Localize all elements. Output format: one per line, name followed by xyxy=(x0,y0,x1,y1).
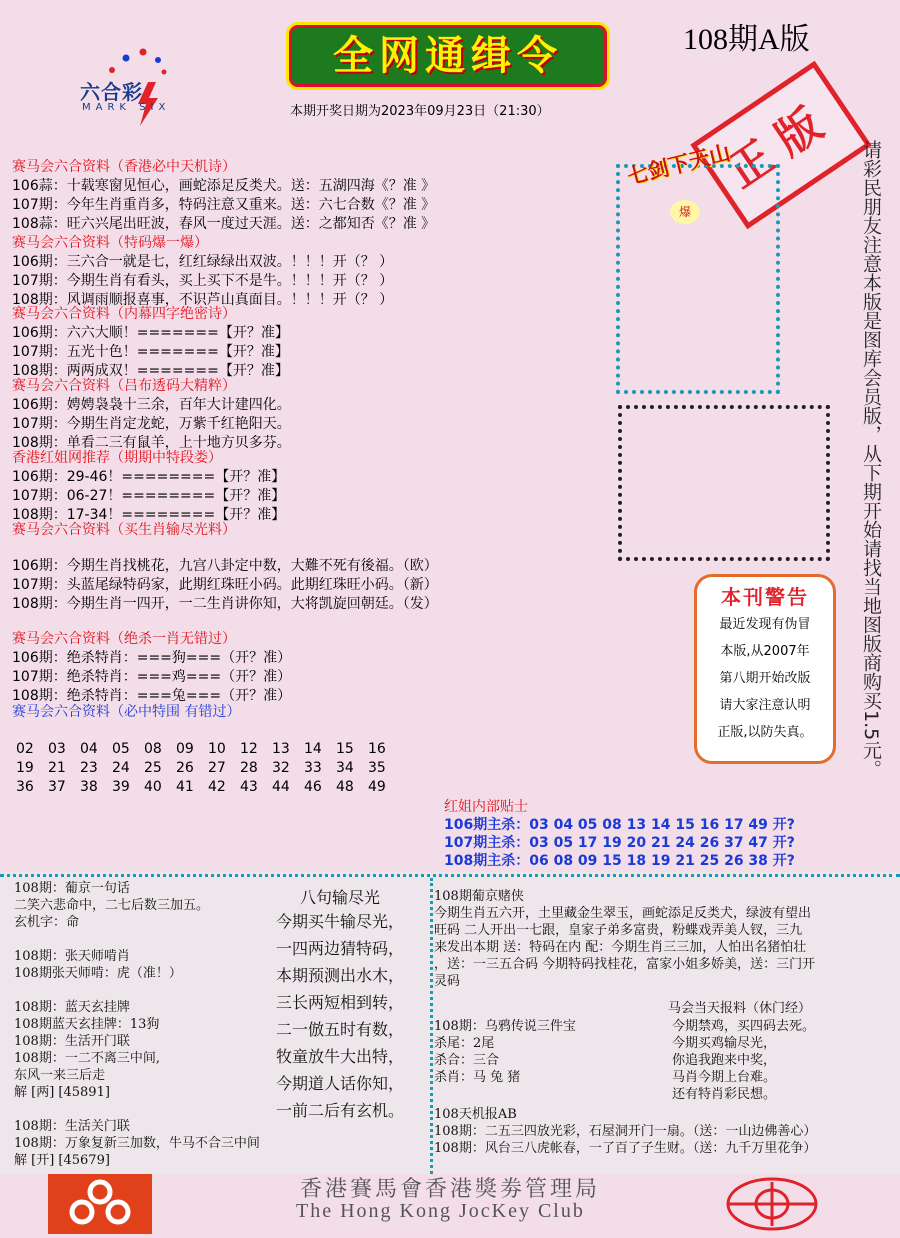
footer-title-en: The Hong Kong JocKey Club xyxy=(296,1200,585,1222)
section-line: 108期：今期生肖一四开，一二生肖讲你知，大将凯旋回朝廷。（发） xyxy=(12,596,438,612)
number-cell: 09 xyxy=(176,741,194,757)
text-line: 108期：乌鸦传说三件宝 xyxy=(434,1019,576,1034)
warning-line: 第八期开始改版 xyxy=(719,671,811,686)
number-cell: 49 xyxy=(368,779,386,795)
poem-line: 二一倣五时有数， xyxy=(275,1020,404,1039)
number-cell: 14 xyxy=(304,741,322,757)
logo-subtitle: MARK SIX xyxy=(82,102,171,113)
text-line: 杀合：三合 xyxy=(434,1053,500,1068)
logo-dots xyxy=(90,46,180,76)
text-line: 108期：葡京一句话 xyxy=(14,881,130,896)
text-line: 108期：生活开门联 xyxy=(14,1034,130,1049)
number-cell: 21 xyxy=(48,760,66,776)
poem-line: 牧童放牛大出特， xyxy=(275,1047,404,1066)
text-line: 玄机字：命 xyxy=(14,915,80,930)
text-line: 二笑六悲命中，二七后数三加五。 xyxy=(14,898,210,913)
number-cell: 36 xyxy=(16,779,34,795)
box-title: 七剑下天山 xyxy=(624,140,733,190)
text-line: 旺码 二人开出一七跟，皇家子弟多富贵，粉蝶戏弄美人钗，三九 xyxy=(434,923,803,938)
text-line: 108期葡京赌侠 xyxy=(434,889,524,904)
number-cell: 13 xyxy=(272,741,290,757)
kills-heading: 红姐内部贴士 xyxy=(444,799,528,815)
horse-report-title: 马会当天报料（休门经） xyxy=(668,1001,812,1016)
jockey-club-logo-icon xyxy=(720,1176,824,1232)
text-line: 108期：一二不离三中间, xyxy=(14,1051,160,1066)
number-cell: 28 xyxy=(240,760,258,776)
text-line: 杀肖：马 兔 猪 xyxy=(434,1070,521,1085)
section-heading: 赛马会六合资料（特码爆一爆） xyxy=(12,235,208,251)
warning-line: 请大家注意认明 xyxy=(719,698,811,713)
section-line: 106期：六六大顺！=======【开？准】 xyxy=(12,325,289,341)
section-line: 108期：风调雨顺报喜事，不识芦山真面目。！！！开（？ ） xyxy=(12,292,394,308)
number-cell: 46 xyxy=(304,779,322,795)
section-line: 106期：今期生肖找桃花，九宫八卦定中数，大難不死有後福。（欧） xyxy=(12,558,438,574)
warning-line: 正版,以防失真。 xyxy=(717,725,813,740)
horse-report-line: 今期买鸡输尽光， xyxy=(672,1036,777,1051)
footer-title-zh: 香港賽馬會香港獎劵管理局 xyxy=(300,1177,601,1202)
section-heading: 赛马会六合资料（吕布透码大精粹） xyxy=(12,378,236,394)
horse-report-line: 马肖今期上台难。 xyxy=(672,1070,777,1085)
number-cell: 24 xyxy=(112,760,130,776)
section-line: 108期：单看二三有鼠羊，上十地方贝多芬。 xyxy=(12,435,291,451)
number-grid xyxy=(16,740,400,797)
text-line: 108天机报AB xyxy=(434,1107,517,1122)
section-line: 107期：绝杀特肖：===鸡===（开？准） xyxy=(12,669,292,685)
text-line: 今期生肖五六开，土里藏金生翠玉，画蛇添足反类犬，绿波有望出 xyxy=(434,906,812,921)
text-line: ，送：一三五合码 今期特码找桂花，富家小姐多娇美，送：三门开 xyxy=(434,957,816,972)
number-cell: 08 xyxy=(144,741,162,757)
text-line: 108期蓝天玄挂牌：13狗 xyxy=(14,1017,160,1032)
number-cell: 44 xyxy=(272,779,290,795)
number-cell: 23 xyxy=(80,760,98,776)
bottom-divider xyxy=(0,874,900,877)
horse-report-line: 你追我跑来中奖， xyxy=(672,1053,777,1068)
text-line: 108期张天师啃：虎（准！） xyxy=(14,966,182,981)
lottery-logo xyxy=(48,1174,152,1234)
number-cell: 02 xyxy=(16,741,34,757)
poem-line: 一四两边猜特码， xyxy=(275,939,404,958)
text-line: 108期：生活关门联 xyxy=(14,1119,130,1134)
page-title: 全网通缉令 xyxy=(286,22,610,90)
mark-six-logo: 六合彩 xyxy=(80,80,143,104)
number-cell: 48 xyxy=(336,779,354,795)
text-line: 108期：万象复新三加数，牛马不合三中间 xyxy=(14,1136,260,1151)
section-line: 108期：两两成双！=======【开？准】 xyxy=(12,363,289,379)
poem-line: 今期道人话你知， xyxy=(275,1074,404,1093)
number-row xyxy=(16,778,400,797)
number-cell: 32 xyxy=(272,760,290,776)
genuine-stamp: 正版 xyxy=(690,61,871,229)
section-line: 107期：头蓝尾绿特码家，此期红珠旺小码。此期红珠旺小码。（新） xyxy=(12,577,438,593)
image-box-top xyxy=(616,164,780,394)
text-line: 108期：张天师啃肖 xyxy=(14,949,130,964)
section-heading: 赛马会六合资料（内幕四字绝密诗） xyxy=(12,306,236,322)
number-row xyxy=(16,759,400,778)
poem-line: 三长两短相到转， xyxy=(275,993,404,1012)
text-line: 灵码 xyxy=(434,974,461,989)
poem-line: 今期买牛输尽光， xyxy=(275,912,404,931)
section-heading: 赛马会六合资料（绝杀一肖无错过） xyxy=(12,631,236,647)
text-line: 解 [两] [45891] xyxy=(14,1085,110,1100)
section-line: 107期：今期生肖定龙蛇，万紫千红艳阳天。 xyxy=(12,416,291,432)
section-heading: 赛马会六合资料（买生肖输尽光料） xyxy=(12,522,236,538)
number-cell: 37 xyxy=(48,779,66,795)
number-cell: 12 xyxy=(240,741,258,757)
image-box-bottom xyxy=(618,405,830,561)
section-line: 106期：29-46！========【开？准】 xyxy=(12,469,286,485)
poem-line: 本期预测出水木， xyxy=(275,966,404,985)
number-cell: 16 xyxy=(368,741,386,757)
number-cell: 15 xyxy=(336,741,354,757)
warning-line: 最近发现有伪冒 xyxy=(719,617,811,632)
section-line: 106期：娉娉袅袅十三余，百年大计建四化。 xyxy=(12,397,291,413)
number-cell: 41 xyxy=(176,779,194,795)
number-row xyxy=(16,740,400,759)
horse-report-line: 还有特肖彩民想。 xyxy=(672,1087,777,1102)
warning-title: 本刊警告 xyxy=(721,585,809,609)
section-line: 107期：06-27！========【开？准】 xyxy=(12,488,286,504)
number-cell: 35 xyxy=(368,760,386,776)
number-cell: 10 xyxy=(208,741,226,757)
kill-line: 107期主杀：03 05 17 19 20 21 24 26 37 47 开? xyxy=(444,835,795,851)
section-line: 108蒜：旺六兴尾出旺波，春风一度过天涯。送：之都知否《？准 》 xyxy=(12,216,436,232)
number-cell: 43 xyxy=(240,779,258,795)
section-line: 106期：绝杀特肖：===狗===（开？准） xyxy=(12,650,292,666)
text-line: 108期：风台三八虎帐春，一了百了子生财。（送：九千万里花争） xyxy=(434,1141,817,1156)
section-line: 108期：17-34！========【开？准】 xyxy=(12,507,286,523)
section-heading: 香港红姐网推荐（期期中特段娄） xyxy=(12,450,222,466)
poem-title: 八句输尽光 xyxy=(299,888,380,907)
kill-line: 108期主杀：06 08 09 15 18 19 21 25 26 38 开? xyxy=(444,853,795,869)
burst-badge: 爆 xyxy=(670,200,700,224)
number-cell: 04 xyxy=(80,741,98,757)
number-cell: 42 xyxy=(208,779,226,795)
side-note: 请彩民朋友注意本版是图库会员版，从下期开始请找当地图版商购买1.5元。 xyxy=(860,140,882,779)
number-cell: 05 xyxy=(112,741,130,757)
number-cell: 40 xyxy=(144,779,162,795)
section-heading: 赛马会六合资料（必中特围 有错过） xyxy=(12,704,241,720)
section-line: 107期：今期生肖有看头，买上买下不是牛。！！！开（？ ） xyxy=(12,273,394,289)
number-cell: 19 xyxy=(16,760,34,776)
lottery-logo-icon xyxy=(48,1174,152,1234)
section-line: 106期：三六合一就是七，红红绿绿出双波。！！！开（？ ） xyxy=(12,254,394,270)
edition-label: 108期A版 xyxy=(683,23,810,56)
column-divider xyxy=(430,878,433,1174)
kill-line: 106期主杀：03 04 05 08 13 14 15 16 17 49 开? xyxy=(444,817,795,833)
section-heading: 赛马会六合资料（香港必中天机诗） xyxy=(12,159,236,175)
number-cell: 27 xyxy=(208,760,226,776)
text-line: 杀尾：2尾 xyxy=(434,1036,495,1051)
section-line: 106蒜：十载寒窗见恒心，画蛇添足反类犬。送：五湖四海《？准 》 xyxy=(12,178,436,194)
text-line: 108期：蓝天玄挂牌 xyxy=(14,1000,130,1015)
number-cell: 26 xyxy=(176,760,194,776)
warning-panel xyxy=(694,574,836,764)
text-line: 来发出本期 送：特码在内 配：今期生肖三三加，人怕出名猪怕壮 xyxy=(434,940,807,955)
horse-report-line: 今期禁鸡，买四码去死。 xyxy=(672,1019,816,1034)
text-line: 东风一来三后走 xyxy=(14,1068,106,1083)
number-cell: 33 xyxy=(304,760,322,776)
number-cell: 38 xyxy=(80,779,98,795)
section-line: 107期：今年生肖重肖多，特码注意又重来。送：六七合数《？准 》 xyxy=(12,197,436,213)
number-cell: 25 xyxy=(144,760,162,776)
warning-line: 本版,从2007年 xyxy=(720,644,810,659)
number-cell: 03 xyxy=(48,741,66,757)
section-line: 108期：绝杀特肖：===兔===（开？准） xyxy=(12,688,292,704)
poem-line: 一前二后有玄机。 xyxy=(275,1101,404,1120)
draw-date: 本期开奖日期为2023年09月23日（21:30） xyxy=(290,104,550,119)
number-cell: 34 xyxy=(336,760,354,776)
text-line: 解 [开] [45679] xyxy=(14,1153,110,1168)
number-cell: 39 xyxy=(112,779,130,795)
section-line: 107期：五光十色！=======【开？准】 xyxy=(12,344,289,360)
text-line: 108期：二五三四放光彩，石屋洞开门一扇。（送：一山边佛善心） xyxy=(434,1124,817,1139)
